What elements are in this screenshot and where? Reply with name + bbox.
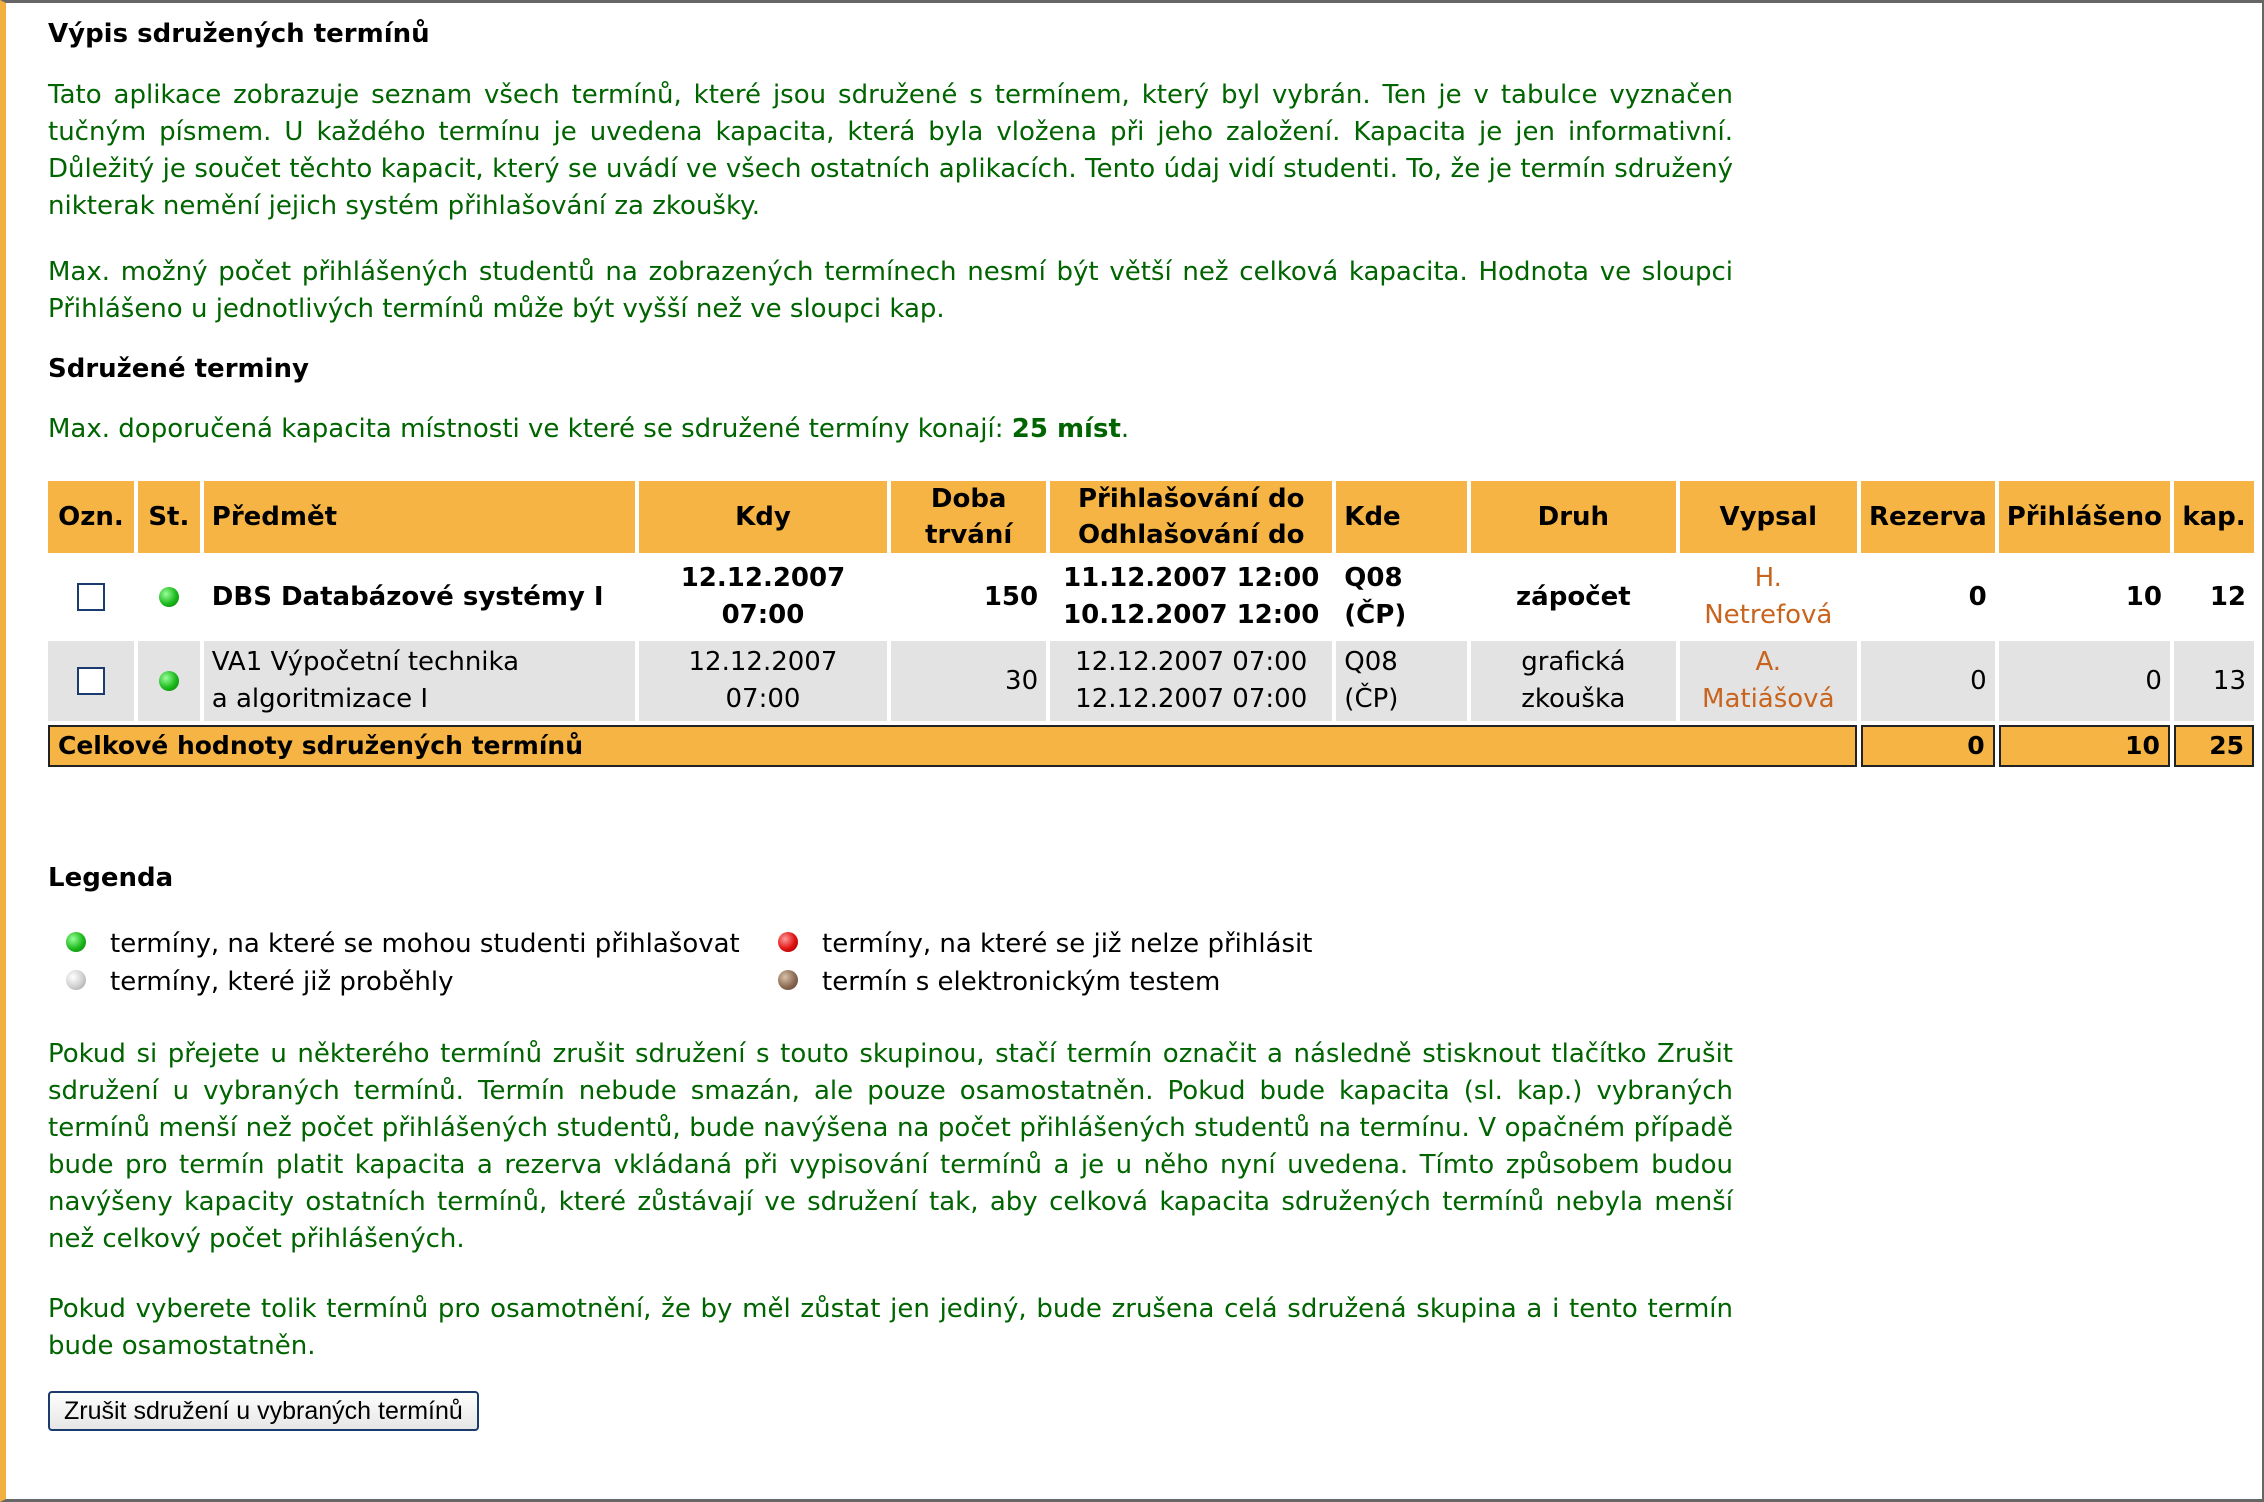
row-select-cell <box>48 641 134 721</box>
author-surname: Netrefová <box>1704 600 1833 630</box>
th-st: St. <box>138 481 200 553</box>
th-prihlaseno: Přihlášeno <box>1999 481 2170 553</box>
legend-item <box>66 925 740 963</box>
table-row <box>48 557 2254 637</box>
type-line2: zkouška <box>1521 684 1626 714</box>
signup-date: 11.12.2007 12:00 <box>1063 563 1320 593</box>
page-title: Výpis sdružených termínů <box>48 19 430 49</box>
red-dot-icon <box>778 932 798 952</box>
th-vypsal: Vypsal <box>1680 481 1857 553</box>
signup-cell <box>1050 641 1332 721</box>
time: 07:00 <box>725 684 801 714</box>
th-doba-line2: trvání <box>925 520 1013 550</box>
building: (ČP) <box>1344 684 1399 714</box>
th-kdy: Kdy <box>639 481 888 553</box>
reserve-cell: 0 <box>1861 641 1995 721</box>
total-reserve: 0 <box>1861 725 1995 767</box>
reserve-cell: 0 <box>1861 557 1995 637</box>
capacity-end: . <box>1120 414 1130 444</box>
duration-cell: 30 <box>891 641 1046 721</box>
th-rezerva: Rezerva <box>1861 481 1995 553</box>
intro-paragraph-2: Max. možný počet přihlášených studentů na zobrazených termínech nesmí být větší než celková kapacita. Hodnota ve sloupci Přihlášeno u jednotlivých termínů může být vyšší než ve sloupci kap. <box>48 257 1733 324</box>
date-cell <box>639 641 888 721</box>
th-prihlasovani-line2: Odhlašování do <box>1077 520 1305 550</box>
type-cell <box>1471 641 1675 721</box>
capacity-cell: 13 <box>2174 641 2254 721</box>
subject-cell <box>204 557 635 637</box>
brown-dot-icon <box>778 970 798 990</box>
footer-paragraph-1: Pokud si přejete u některého termínů zrušit sdružení s touto skupinou, stačí termín označit a následně stisknout tlačítko Zrušit sdružení u vybraných termínů. Termín nebude smazán, ale pouze osamostatněn. Pokud bude kapacita (sl. kap.) vybraných termínů menší než počet přihlášených studentů, bude navýšena na počet přihlášených studentů na termínu. V opačném případě bude pro termín platit kapacita a rezerva vkládaná při vypisování termínů a je u něho nyní uvedena. Tímto způsobem budou navýšeny kapacity ostatních termínů, které zůstávají ve sdružení tak, aby celková kapacita sdružených termínů nebyla menší než celkový počet přihlášených. <box>48 1039 1733 1254</box>
room: Q08 <box>1344 563 1403 593</box>
legend-title: Legenda <box>48 863 174 893</box>
row-select-checkbox[interactable] <box>77 583 105 611</box>
main-content <box>48 15 2258 1431</box>
registered-cell: 0 <box>1999 641 2170 721</box>
table-row <box>48 641 2254 721</box>
total-registered: 10 <box>1999 725 2170 767</box>
author-link[interactable] <box>1680 557 1857 637</box>
type-cell: zápočet <box>1471 557 1675 637</box>
signoff-date: 10.12.2007 12:00 <box>1063 600 1320 630</box>
author-initial: A. <box>1755 647 1782 677</box>
signup-cell <box>1050 557 1332 637</box>
footer-paragraph-2: Pokud vyberete tolik termínů pro osamotnění, že by měl zůstat jen jediný, bude zrušena celá sdružená skupina a i tento termín bude osamostatněn. <box>48 1294 1733 1361</box>
status-green-icon <box>159 587 179 607</box>
registered-cell: 10 <box>1999 557 2170 637</box>
legend-text: termín s elektronickým testem <box>822 967 1221 997</box>
th-prihlasovani-line1: Přihlašování do <box>1077 484 1305 514</box>
status-cell <box>138 641 200 721</box>
legend <box>48 925 2258 1001</box>
th-doba <box>891 481 1046 553</box>
row-select-cell <box>48 557 134 637</box>
capacity-line <box>48 414 2258 444</box>
signup-date: 12.12.2007 07:00 <box>1075 647 1308 677</box>
author-link[interactable] <box>1680 641 1857 721</box>
capacity-value: 25 míst <box>1011 414 1121 444</box>
type-line1: grafická <box>1521 647 1626 677</box>
time: 07:00 <box>721 600 805 630</box>
th-prihlasovani <box>1050 481 1332 553</box>
status-green-icon <box>159 671 179 691</box>
room-cell <box>1336 641 1467 721</box>
subject-cell <box>204 641 635 721</box>
cancel-grouping-button[interactable]: Zrušit sdružení u vybraných termínů <box>48 1391 479 1431</box>
status-cell <box>138 557 200 637</box>
signoff-date: 12.12.2007 07:00 <box>1075 684 1308 714</box>
legend-text: termíny, které již proběhly <box>110 967 454 997</box>
th-doba-line1: Doba <box>930 484 1007 514</box>
total-label: Celkové hodnoty sdružených termínů <box>48 725 1857 767</box>
room-cell <box>1336 557 1467 637</box>
th-druh: Druh <box>1471 481 1675 553</box>
author-surname: Matiášová <box>1702 684 1835 714</box>
th-ozn: Ozn. <box>48 481 134 553</box>
section-title: Sdružené terminy <box>48 354 309 384</box>
date: 12.12.2007 <box>688 647 838 677</box>
duration-cell: 150 <box>891 557 1046 637</box>
date: 12.12.2007 <box>680 563 846 593</box>
legend-item <box>66 963 453 1001</box>
subject-name: VA1 Výpočetní technika <box>211 647 520 677</box>
legend-item <box>778 963 1220 1001</box>
table-header-row <box>48 481 2254 553</box>
legend-text: termíny, na které se mohou studenti přihlašovat <box>110 929 740 959</box>
row-select-checkbox[interactable] <box>77 667 105 695</box>
building: (ČP) <box>1344 600 1407 630</box>
intro-paragraph-1: Tato aplikace zobrazuje seznam všech termínů, které jsou sdružené s termínem, který byl vybrán. Ten je v tabulce vyznačen tučným písmem. U každého termínu je uvedena kapacita, která byla vložena při jeho založení. Kapacita je jen informativní. Důležitý je součet těchto kapacit, který se uvádí ve všech ostatních aplikacích. Tento údaj vidí studenti. To, že je termín sdružený nikterak nemění jejich systém přihlašování za zkoušky. <box>48 80 1733 221</box>
total-capacity: 25 <box>2174 725 2254 767</box>
capacity-cell: 12 <box>2174 557 2254 637</box>
grey-dot-icon <box>66 970 86 990</box>
terms-table <box>44 477 2258 771</box>
green-dot-icon <box>66 932 86 952</box>
legend-text: termíny, na které se již nelze přihlásit <box>822 929 1313 959</box>
date-cell <box>639 557 888 637</box>
subject-name: DBS Databázové systémy I <box>211 581 604 612</box>
th-kde: Kde <box>1336 481 1467 553</box>
subject-name-cont: a algoritmizace I <box>211 684 429 714</box>
th-predmet: Předmět <box>204 481 635 553</box>
capacity-text: Max. doporučená kapacita místnosti ve které se sdružené termíny konají: <box>48 414 1004 444</box>
total-row <box>48 725 2254 767</box>
th-kap: kap. <box>2174 481 2254 553</box>
legend-item <box>778 925 1312 963</box>
room: Q08 <box>1344 647 1398 677</box>
author-initial: H. <box>1754 563 1782 593</box>
